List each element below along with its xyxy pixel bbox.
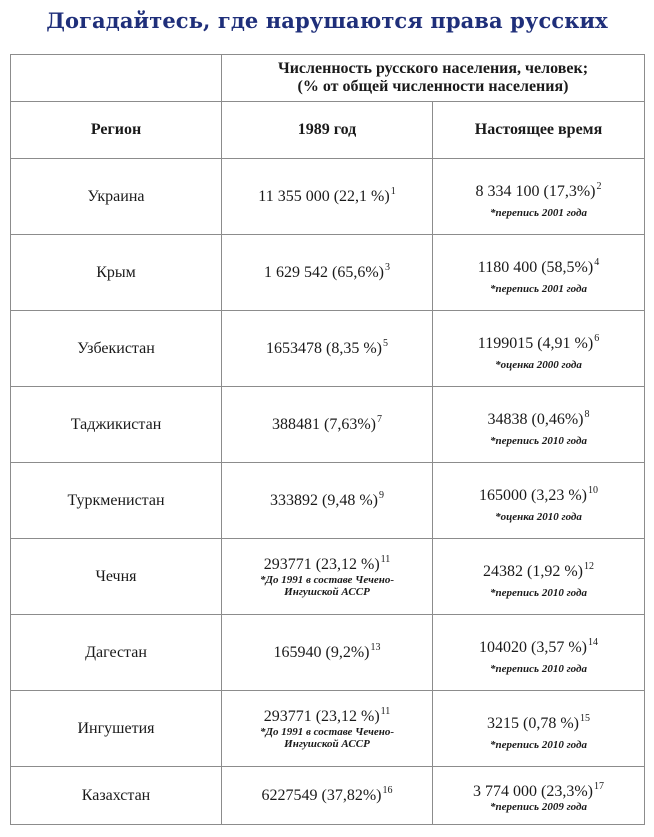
footnote-ref: 10 <box>587 485 598 497</box>
source-note: *оценка 2000 года <box>495 358 582 371</box>
value-now-cell <box>433 539 645 615</box>
footnote-ref: 11 <box>380 554 391 566</box>
table-row <box>11 691 645 767</box>
value-1989-cell <box>222 767 433 825</box>
empty-header-cell <box>11 55 222 102</box>
value-1989-cell <box>222 615 433 691</box>
source-note: *перепись 2009 года <box>490 800 587 813</box>
value-now: 24382 (1,92 %) <box>483 562 583 580</box>
table-row <box>11 615 645 691</box>
region-cell: Ингушетия <box>11 691 222 767</box>
footnote-ref: 15 <box>579 713 590 725</box>
header-region: Регион <box>11 102 222 159</box>
source-note: *перепись 2010 года <box>490 662 587 675</box>
table-row <box>11 159 645 235</box>
header-group-line1: Численность русского населения, человек; <box>277 60 589 77</box>
footnote-ref: 2 <box>596 181 602 193</box>
footnote-ref: 9 <box>378 490 384 502</box>
source-note: *перепись 2001 года <box>490 282 587 295</box>
value-1989: 388481 (7,63%) <box>272 415 376 433</box>
value-now: 8 334 100 (17,3%) <box>475 182 596 200</box>
footnote-ref: 4 <box>594 257 600 269</box>
value-now-cell <box>433 387 645 463</box>
value-1989: 165940 (9,2%) <box>273 643 370 661</box>
source-note: *перепись 2010 года <box>490 434 587 447</box>
footnote-ref: 11 <box>380 706 391 718</box>
source-note: *перепись 2010 года <box>490 586 587 599</box>
header-now: Настоящее время <box>433 102 645 159</box>
footnote-ref: 6 <box>594 333 600 345</box>
footnote-ref: 17 <box>593 781 604 793</box>
value-now: 1180 400 (58,5%) <box>477 258 594 276</box>
footnote-ref: 12 <box>583 561 594 573</box>
footnote-ref: 14 <box>587 637 598 649</box>
table-row <box>11 767 645 825</box>
region-cell: Чечня <box>11 539 222 615</box>
historical-note-line1: *До 1991 в составе Чечено- <box>259 725 395 738</box>
table-row <box>11 463 645 539</box>
footnote-ref: 7 <box>376 414 382 426</box>
header-group-cell <box>222 55 645 102</box>
historical-note-line1: *До 1991 в составе Чечено- <box>259 573 395 586</box>
region-cell: Туркменистан <box>11 463 222 539</box>
source-note: *оценка 2010 года <box>495 510 582 523</box>
value-now-cell <box>433 463 645 539</box>
header-1989: 1989 год <box>222 102 433 159</box>
value-now: 1199015 (4,91 %) <box>477 334 594 352</box>
source-note: *перепись 2001 года <box>490 206 587 219</box>
header-group-row <box>11 55 645 102</box>
value-1989: 333892 (9,48 %) <box>270 491 378 509</box>
source-note: *перепись 2010 года <box>490 738 587 751</box>
value-now-cell <box>433 235 645 311</box>
value-1989-cell <box>222 463 433 539</box>
value-1989-cell <box>222 387 433 463</box>
footnote-ref: 3 <box>384 262 390 274</box>
header-row <box>11 102 645 159</box>
value-now-cell <box>433 767 645 825</box>
footnote-ref: 8 <box>584 409 590 421</box>
value-now: 3 774 000 (23,3%) <box>473 782 593 800</box>
value-1989: 1 629 542 (65,6%) <box>264 263 384 281</box>
value-1989: 293771 (23,12 %) <box>263 707 380 725</box>
table-row <box>11 539 645 615</box>
value-now: 3215 (0,78 %) <box>487 714 579 732</box>
value-now-cell <box>433 311 645 387</box>
value-now: 104020 (3,57 %) <box>479 638 587 656</box>
region-cell: Таджикистан <box>11 387 222 463</box>
region-cell: Украина <box>11 159 222 235</box>
header-group-line2: (% от общей численности населения) <box>297 78 569 95</box>
value-1989-cell <box>222 691 433 767</box>
value-1989: 1653478 (8,35 %) <box>266 339 382 357</box>
footnote-ref: 13 <box>370 642 381 654</box>
value-1989: 6227549 (37,82%) <box>261 786 382 804</box>
page-title: Догадайтесь, где нарушаются права русских <box>46 8 608 33</box>
value-1989: 11 355 000 (22,1 %) <box>258 187 390 205</box>
footnote-ref: 1 <box>390 186 396 198</box>
region-cell: Казахстан <box>11 767 222 825</box>
population-table <box>10 54 645 825</box>
table-row <box>11 387 645 463</box>
region-cell: Узбекистан <box>11 311 222 387</box>
region-cell: Крым <box>11 235 222 311</box>
table-row <box>11 235 645 311</box>
value-now: 34838 (0,46%) <box>487 410 584 428</box>
footnote-ref: 16 <box>382 785 393 797</box>
value-1989: 293771 (23,12 %) <box>263 555 380 573</box>
value-1989-cell <box>222 159 433 235</box>
value-1989-cell <box>222 311 433 387</box>
historical-note-line2: Ингушской АССР <box>284 737 370 750</box>
value-1989-cell <box>222 235 433 311</box>
value-now-cell <box>433 691 645 767</box>
table-row <box>11 311 645 387</box>
historical-note-line2: Ингушской АССР <box>284 585 370 598</box>
region-cell: Дагестан <box>11 615 222 691</box>
value-now-cell <box>433 159 645 235</box>
footnote-ref: 5 <box>382 338 388 350</box>
value-now-cell <box>433 615 645 691</box>
value-now: 165000 (3,23 %) <box>479 486 587 504</box>
value-1989-cell <box>222 539 433 615</box>
